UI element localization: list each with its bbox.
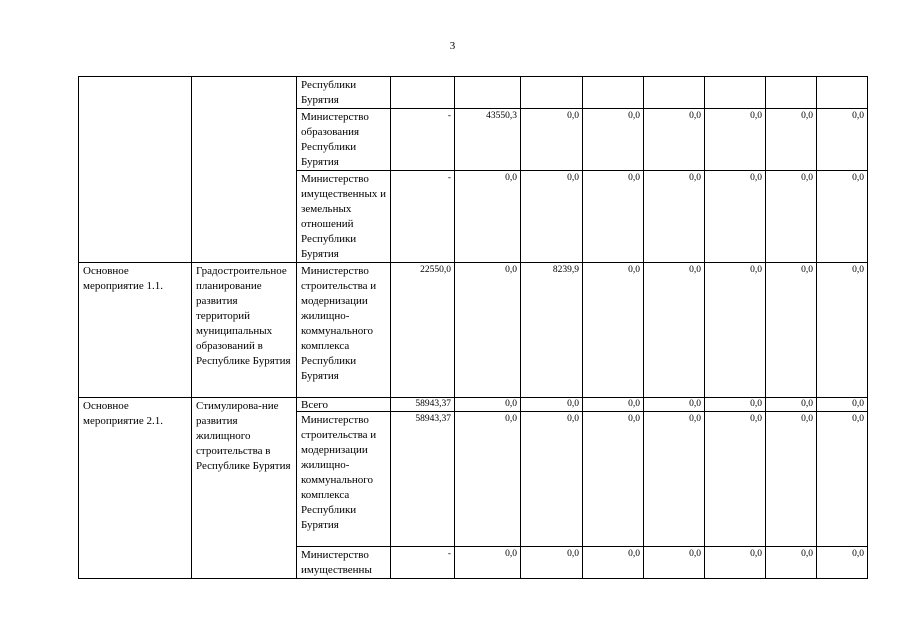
activity-name-cell: Стимулирова-ние развития жилищного строительства в Республике Бурятия — [192, 398, 297, 579]
value-cell — [705, 77, 766, 109]
value-cell: - — [391, 109, 455, 171]
value-cell: - — [391, 547, 455, 579]
executor-cell: Министерство имущественны — [297, 547, 391, 579]
value-cell: 0,0 — [455, 398, 521, 412]
value-cell: 0,0 — [583, 398, 644, 412]
value-cell: 0,0 — [817, 398, 868, 412]
value-cell: 0,0 — [455, 547, 521, 579]
executor-cell: Республики Бурятия — [297, 77, 391, 109]
value-cell: 0,0 — [521, 109, 583, 171]
value-cell: 0,0 — [583, 171, 644, 263]
value-cell: 0,0 — [705, 412, 766, 547]
executor-cell: Министерство строительства и модернизации жилищно-коммунального комплекса Республики Бурятия — [297, 263, 391, 398]
value-cell: 0,0 — [644, 109, 705, 171]
activity-cell: Основное мероприятие 2.1. — [79, 398, 192, 579]
value-cell — [766, 77, 817, 109]
value-cell: 0,0 — [766, 171, 817, 263]
value-cell: 0,0 — [521, 171, 583, 263]
table-row — [79, 263, 868, 398]
value-cell: 0,0 — [644, 398, 705, 412]
value-cell: 0,0 — [521, 398, 583, 412]
value-cell: 8239,9 — [521, 263, 583, 398]
value-cell: 0,0 — [705, 109, 766, 171]
value-cell — [455, 77, 521, 109]
value-cell: 0,0 — [455, 412, 521, 547]
value-cell: 0,0 — [583, 263, 644, 398]
value-cell: 0,0 — [705, 263, 766, 398]
activity-cell — [79, 77, 192, 263]
table-row — [79, 77, 868, 109]
activity-name-cell — [192, 77, 297, 263]
value-cell: 0,0 — [817, 171, 868, 263]
value-cell: 43550,3 — [455, 109, 521, 171]
budget-table — [78, 76, 868, 579]
value-cell: 0,0 — [766, 547, 817, 579]
value-cell: 0,0 — [644, 171, 705, 263]
value-cell: 0,0 — [766, 398, 817, 412]
value-cell: 0,0 — [705, 398, 766, 412]
value-cell: 0,0 — [644, 412, 705, 547]
value-cell: 0,0 — [817, 109, 868, 171]
page-number: 3 — [449, 40, 456, 52]
value-cell: 0,0 — [644, 263, 705, 398]
value-cell — [644, 77, 705, 109]
value-cell — [583, 77, 644, 109]
value-cell: 58943,37 — [391, 412, 455, 547]
executor-cell: Министерство образования Республики Бурятия — [297, 109, 391, 171]
value-cell: 0,0 — [766, 263, 817, 398]
value-cell: 0,0 — [583, 109, 644, 171]
value-cell — [817, 77, 868, 109]
value-cell: 0,0 — [817, 263, 868, 398]
executor-cell: Министерство имущественных и земельных отношений Республики Бурятия — [297, 171, 391, 263]
executor-cell: Министерство строительства и модернизации жилищно-коммунального комплекса Республики Бурятия — [297, 412, 391, 547]
value-cell — [521, 77, 583, 109]
value-cell: 0,0 — [705, 171, 766, 263]
value-cell: 0,0 — [455, 263, 521, 398]
activity-cell: Основное мероприятие 1.1. — [79, 263, 192, 398]
value-cell: 58943,37 — [391, 398, 455, 412]
value-cell: 0,0 — [817, 547, 868, 579]
value-cell: 0,0 — [766, 412, 817, 547]
value-cell — [391, 77, 455, 109]
value-cell: 0,0 — [766, 109, 817, 171]
value-cell: 0,0 — [455, 171, 521, 263]
value-cell: 0,0 — [705, 547, 766, 579]
value-cell: 0,0 — [583, 412, 644, 547]
value-cell: 22550,0 — [391, 263, 455, 398]
activity-name-cell: Градостроительное планирование развития территорий муниципальных образований в Республике Бурятия — [192, 263, 297, 398]
value-cell: 0,0 — [583, 547, 644, 579]
value-cell: - — [391, 171, 455, 263]
table-row — [79, 398, 868, 412]
value-cell: 0,0 — [521, 547, 583, 579]
value-cell: 0,0 — [817, 412, 868, 547]
value-cell: 0,0 — [644, 547, 705, 579]
executor-cell: Всего — [297, 398, 391, 412]
value-cell: 0,0 — [521, 412, 583, 547]
